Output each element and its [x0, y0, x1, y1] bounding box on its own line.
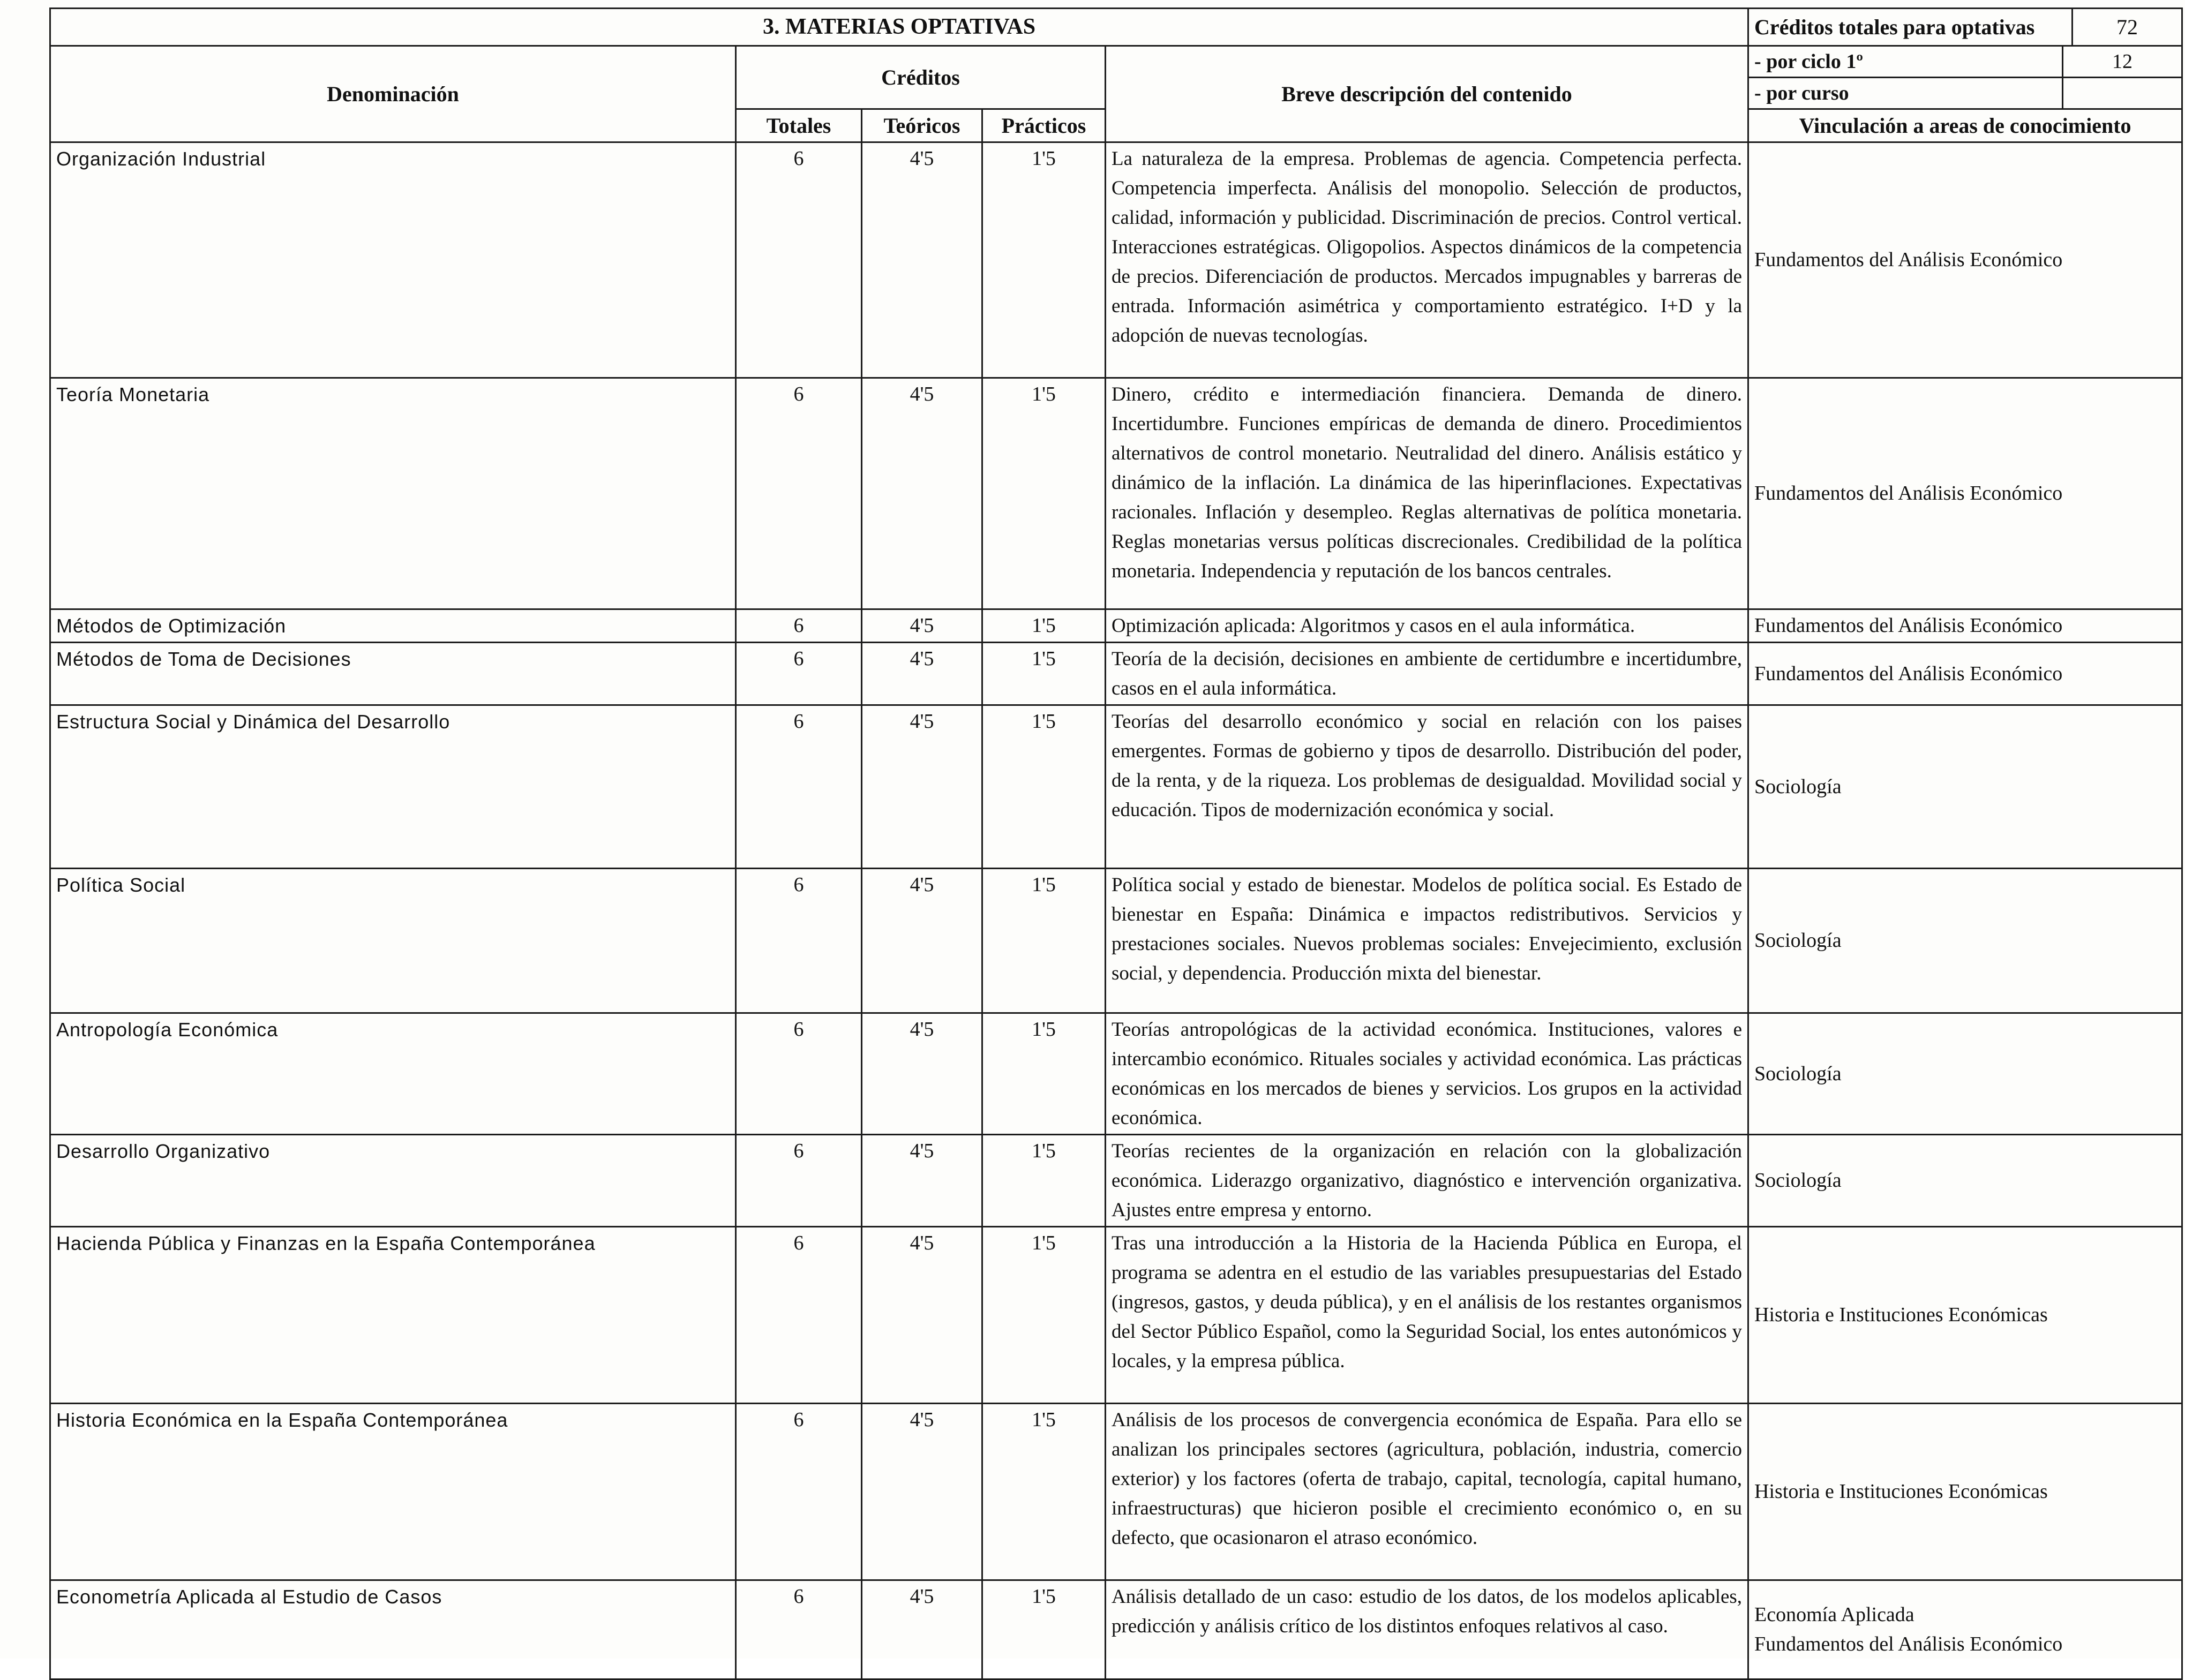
column-header-credits: Créditos	[736, 46, 1106, 109]
knowledge-area: Fundamentos del Análisis Económico	[1748, 609, 2182, 643]
credits-teoricos: 4'5	[862, 609, 982, 643]
credits-teoricos: 4'5	[862, 1580, 982, 1679]
credits-practicos: 1'5	[982, 869, 1106, 1013]
knowledge-area: Sociología	[1748, 705, 2182, 869]
credits-practicos: 1'5	[982, 1404, 1106, 1580]
credits-practicos: 1'5	[982, 1580, 1106, 1679]
knowledge-area: Historia e Instituciones Económicas	[1748, 1404, 2182, 1580]
table-row	[50, 643, 2182, 705]
credits-totales: 6	[736, 1404, 862, 1580]
table-row	[50, 378, 2182, 609]
per-cycle-row	[1749, 47, 2181, 78]
credits-practicos: 1'5	[982, 1227, 1106, 1404]
total-credits-label: Créditos totales para optativas	[1748, 9, 2073, 46]
per-course-value	[2062, 78, 2181, 108]
table-row	[50, 869, 2182, 1013]
subject-name: Historia Económica en la España Contemporánea	[50, 1404, 736, 1580]
credits-practicos: 1'5	[982, 609, 1106, 643]
column-header-totals: Totales	[736, 109, 862, 142]
credits-teoricos: 4'5	[862, 869, 982, 1013]
per-course-row	[1749, 78, 2181, 108]
subject-description: Dinero, crédito e intermediación financiera. Demanda de dinero. Incertidumbre. Funciones empíricas de demanda de dinero. Procedimientos alternativos de control monetario. Neutralidad del dinero. Análisis estático y dinámico de la inflación. La dinámica de las hiperinflaciones. Expectativas racionales. Inflación y desempleo. Reglas alternativas de política monetaria. Reglas monetarias versus políticas discrecionales. Credibilidad de la política monetaria. Independencia y reputación de los bancos centrales.	[1106, 378, 1748, 609]
credits-teoricos: 4'5	[862, 705, 982, 869]
credits-totales: 6	[736, 1013, 862, 1135]
per-cycle-label: - por ciclo 1º	[1754, 50, 1863, 73]
subject-name: Organización Industrial	[50, 142, 736, 378]
subject-name: Teoría Monetaria	[50, 378, 736, 609]
subject-name: Estructura Social y Dinámica del Desarrollo	[50, 705, 736, 869]
credits-teoricos: 4'5	[862, 1013, 982, 1135]
subject-name: Métodos de Optimización	[50, 609, 736, 643]
credits-totales: 6	[736, 1135, 862, 1227]
column-header-name: Denominación	[50, 46, 736, 142]
column-header-practice: Prácticos	[982, 109, 1106, 142]
table-row	[50, 1227, 2182, 1404]
table-row	[50, 142, 2182, 378]
credits-teoricos: 4'5	[862, 1135, 982, 1227]
credits-totales: 6	[736, 1227, 862, 1404]
knowledge-area: Sociología	[1748, 1135, 2182, 1227]
knowledge-area: Sociología	[1748, 1013, 2182, 1135]
knowledge-area: Fundamentos del Análisis Económico	[1748, 643, 2182, 705]
knowledge-area: Fundamentos del Análisis Económico	[1748, 378, 2182, 609]
subjects-rows	[50, 142, 2182, 1679]
knowledge-area: Economía Aplicada Fundamentos del Análisis Económico	[1748, 1580, 2182, 1679]
credits-totales: 6	[736, 378, 862, 609]
subject-description: Política social y estado de bienestar. Modelos de política social. Es Estado de bienestar en España: Dinámica e impactos redistributivos. Servicios y prestaciones sociales. Nuevos problemas sociales: Envejecimiento, exclusión social, y dependencia. Producción mixta del bienestar.	[1106, 869, 1748, 1013]
credits-practicos: 1'5	[982, 643, 1106, 705]
subject-description: Análisis detallado de un caso: estudio de los datos, de los modelos aplicables, predicción y análisis crítico de los distintos enfoques relativos al caso.	[1106, 1580, 1748, 1679]
subject-description: Optimización aplicada: Algoritmos y casos en el aula informática.	[1106, 609, 1748, 643]
subject-name: Desarrollo Organizativo	[50, 1135, 736, 1227]
table-row	[50, 1013, 2182, 1135]
subject-description: Tras una introducción a la Historia de la Hacienda Pública en Europa, el programa se adentra en el estudio de las variables presupuestarias del Estado (ingresos, gastos, y deuda pública), y en el análisis de los restantes organismos del Sector Público Español, como la Seguridad Social, los entes autonómicos y locales, y la empresa pública.	[1106, 1227, 1748, 1404]
credits-teoricos: 4'5	[862, 142, 982, 378]
knowledge-area: Historia e Instituciones Económicas	[1748, 1227, 2182, 1404]
optional-subjects-table	[49, 7, 2183, 1680]
credits-practicos: 1'5	[982, 378, 1106, 609]
credits-totales: 6	[736, 1580, 862, 1679]
credits-totales: 6	[736, 142, 862, 378]
credits-totales: 6	[736, 869, 862, 1013]
credits-teoricos: 4'5	[862, 1404, 982, 1580]
column-header-area: Vinculación a areas de conocimiento	[1748, 109, 2182, 142]
credits-practicos: 1'5	[982, 142, 1106, 378]
subject-name: Econometría Aplicada al Estudio de Casos	[50, 1580, 736, 1679]
credits-teoricos: 4'5	[862, 378, 982, 609]
subject-description: Teoría de la decisión, decisiones en ambiente de certidumbre e incertidumbre, casos en el aula informática.	[1106, 643, 1748, 705]
credits-totales: 6	[736, 609, 862, 643]
credits-totales: 6	[736, 643, 862, 705]
per-cycle-value: 12	[2062, 47, 2181, 77]
table-row	[50, 1135, 2182, 1227]
table-row	[50, 1404, 2182, 1580]
subject-description: Teorías del desarrollo económico y social en relación con los paises emergentes. Formas de gobierno y tipos de desarrollo. Distribución del poder, de la renta, y de la riqueza. Los problemas de desigualdad. Movilidad social y educación. Tipos de modernización económica y social.	[1106, 705, 1748, 869]
table-row	[50, 609, 2182, 643]
cycle-credits-box	[1748, 46, 2182, 109]
subject-description: La naturaleza de la empresa. Problemas de agencia. Competencia perfecta. Competencia imperfecta. Análisis del monopolio. Selección de productos, calidad, información y publicidad. Discriminación de precios. Control vertical. Interacciones estratégicas. Oligopolios. Aspectos dinámicos de la competencia de precios. Diferenciación de productos. Mercados impugnables y barreras de entrada. Información asimétrica y comportamiento estratégico. I+D y la adopción de nuevas tecnologías.	[1106, 142, 1748, 378]
credits-teoricos: 4'5	[862, 1227, 982, 1404]
knowledge-area: Sociología	[1748, 869, 2182, 1013]
subject-name: Métodos de Toma de Decisiones	[50, 643, 736, 705]
subject-name: Antropología Económica	[50, 1013, 736, 1135]
table-row	[50, 1580, 2182, 1679]
subject-description: Teorías antropológicas de la actividad económica. Instituciones, valores e intercambio económico. Rituales sociales y actividad económica. Las prácticas económicas en los mercados de bienes y servicios. Los grupos en la actividad económica.	[1106, 1013, 1748, 1135]
subject-description: Teorías recientes de la organización en relación con la globalización económica. Liderazgo organizativo, diagnóstico e intervención organizativa. Ajustes entre empresa y entorno.	[1106, 1135, 1748, 1227]
credits-practicos: 1'5	[982, 1135, 1106, 1227]
credits-teoricos: 4'5	[862, 643, 982, 705]
total-credits-value: 72	[2073, 9, 2182, 46]
subject-description: Análisis de los procesos de convergencia económica de España. Para ello se analizan los principales sectores (agricultura, población, industria, comercio exterior) y los factores (oferta de trabajo, capital, tecnología, capital humano, infraestructuras) que hicieron posible el crecimiento económico o, en su defecto, que ocasionaron el atraso económico.	[1106, 1404, 1748, 1580]
column-header-theory: Teóricos	[862, 109, 982, 142]
subject-name: Política Social	[50, 869, 736, 1013]
column-header-description: Breve descripción del contenido	[1106, 46, 1748, 142]
table-row	[50, 705, 2182, 869]
per-course-label: - por curso	[1754, 81, 1849, 104]
credits-practicos: 1'5	[982, 1013, 1106, 1135]
credits-practicos: 1'5	[982, 705, 1106, 869]
subject-name: Hacienda Pública y Finanzas en la España Contemporánea	[50, 1227, 736, 1404]
knowledge-area: Fundamentos del Análisis Económico	[1748, 142, 2182, 378]
credits-totales: 6	[736, 705, 862, 869]
section-title: 3. MATERIAS OPTATIVAS	[50, 9, 1748, 46]
